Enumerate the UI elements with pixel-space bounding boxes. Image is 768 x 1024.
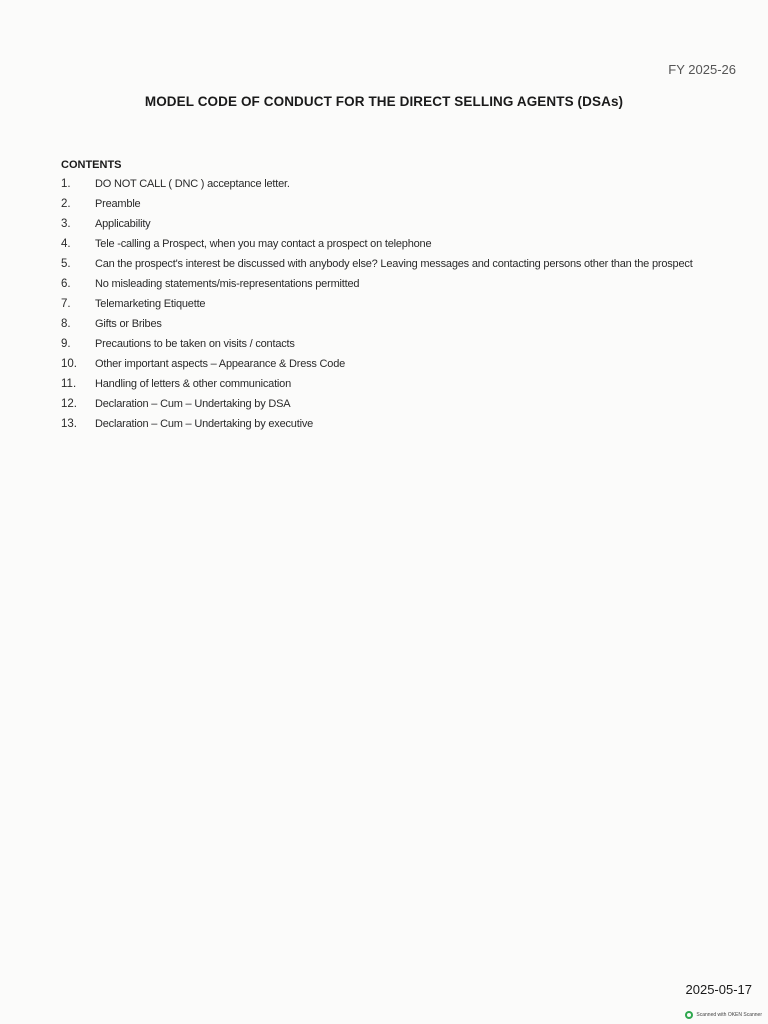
toc-item-11 [61, 378, 707, 391]
toc-item-number: 10. [61, 358, 77, 370]
contents-heading: CONTENTS [61, 159, 122, 171]
toc-item-number: 12. [61, 398, 77, 410]
toc-item-13 [61, 418, 707, 431]
document-title: MODEL CODE OF CONDUCT FOR THE DIRECT SELLING AGENTS (DSAs) [144, 94, 624, 109]
table-of-contents [61, 178, 707, 438]
toc-item-number: 13. [61, 418, 77, 430]
toc-item-number: 4. [61, 238, 71, 250]
toc-item-number: 2. [61, 198, 71, 210]
toc-item-12 [61, 398, 707, 411]
scanner-logo-icon [685, 1011, 693, 1019]
toc-item-text: Other important aspects – Appearance & Dress Code [95, 358, 346, 370]
toc-item-8 [61, 318, 707, 331]
toc-item-6 [61, 278, 707, 291]
toc-item-1 [61, 178, 707, 191]
toc-item-9 [61, 338, 707, 351]
scanner-watermark [685, 1011, 762, 1019]
toc-item-text: Applicability [95, 218, 151, 230]
toc-item-text: Precautions to be taken on visits / contacts [95, 338, 295, 350]
toc-item-5 [61, 258, 707, 271]
toc-item-3 [61, 218, 707, 231]
toc-item-number: 7. [61, 298, 71, 310]
toc-item-number: 9. [61, 338, 71, 350]
toc-item-text: Gifts or Bribes [95, 318, 162, 330]
toc-item-text: Handling of letters & other communication [95, 378, 292, 390]
toc-item-text: Declaration – Cum – Undertaking by DSA [95, 398, 291, 410]
toc-item-text: Preamble [95, 198, 141, 210]
toc-item-text: No misleading statements/mis-representations permitted [95, 278, 360, 290]
toc-item-number: 1. [61, 178, 71, 190]
toc-item-10 [61, 358, 707, 371]
toc-item-number: 5. [61, 258, 71, 270]
toc-item-text: DO NOT CALL ( DNC ) acceptance letter. [95, 178, 290, 190]
toc-item-number: 11. [61, 378, 77, 390]
toc-item-number: 6. [61, 278, 71, 290]
toc-item-text: Declaration – Cum – Undertaking by executive [95, 418, 314, 430]
toc-item-4 [61, 238, 707, 251]
toc-item-2 [61, 198, 707, 211]
toc-item-7 [61, 298, 707, 311]
toc-item-text: Telemarketing Etiquette [95, 298, 206, 310]
toc-item-number: 8. [61, 318, 71, 330]
scanner-watermark-text: Scanned with OKEN Scanner [696, 1012, 762, 1018]
fiscal-year-label: FY 2025-26 [668, 62, 736, 77]
toc-item-text: Can the prospect's interest be discussed with anybody else? Leaving messages and contacting persons other than the prospect [95, 258, 693, 270]
toc-item-text: Tele -calling a Prospect, when you may contact a prospect on telephone [95, 238, 432, 250]
document-date: 2025-05-17 [685, 982, 752, 997]
toc-item-number: 3. [61, 218, 71, 230]
